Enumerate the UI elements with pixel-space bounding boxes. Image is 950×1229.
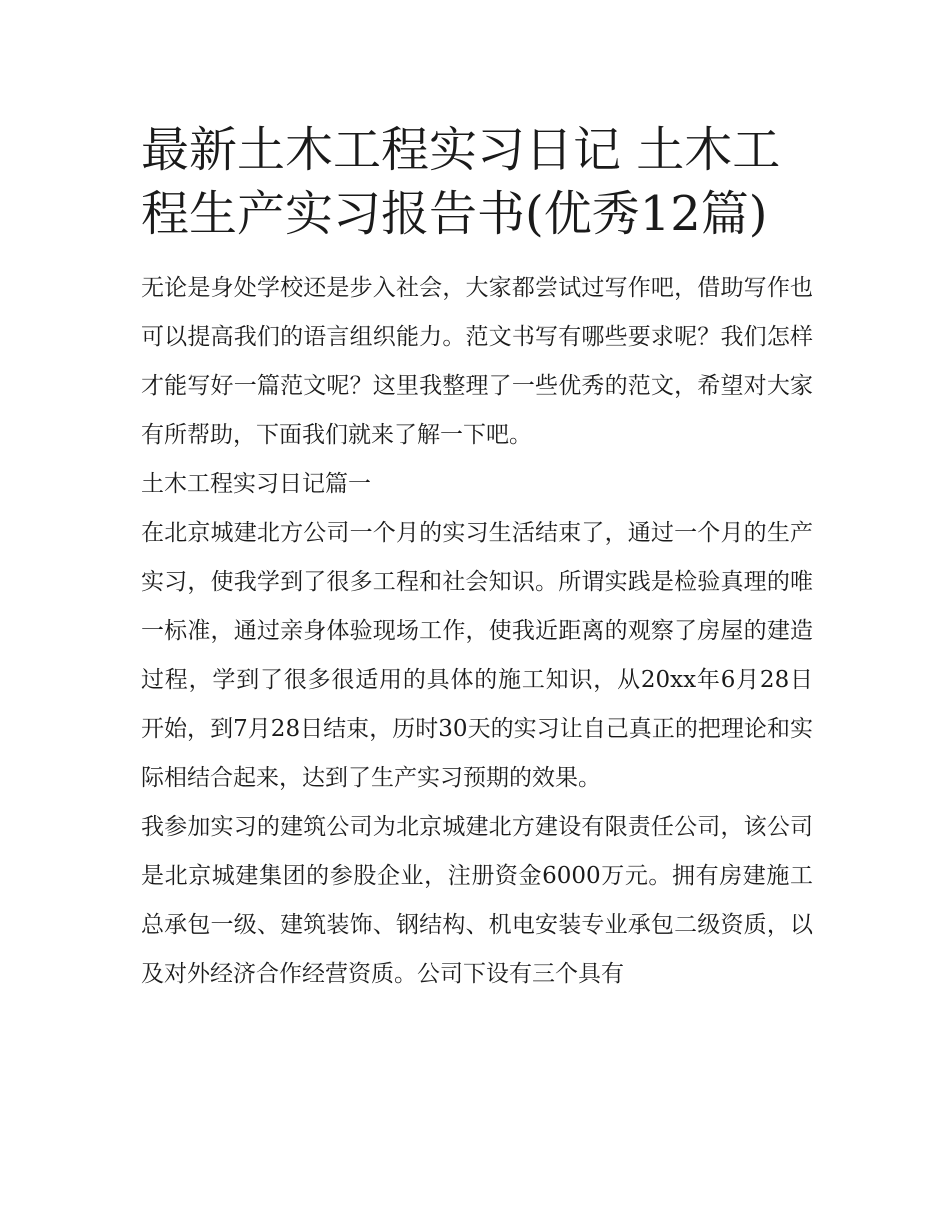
document-page [141, 118, 813, 999]
document-title: 最新土木工程实习日记 土木工程生产实习报告书(优秀12篇) [141, 122, 781, 242]
body-paragraph-1: 在北京城建北方公司一个月的实习生活结束了，通过一个月的生产实习，使我学到了很多工程和社会知识。所谓实践是检验真理的唯一标准，通过亲身体验现场工作，使我近距离的观察了房屋的建造过程，学到了很多很适用的具体的施工知识，从20xx年6月28日开始，到7月28日结束，历时30天的实习让自己真正的把理论和实际相结合起来，达到了生产实习预期的效果。 [141, 520, 813, 791]
section-heading: 土木工程实习日记篇一 [141, 471, 371, 497]
body-paragraph-2: 我参加实习的建筑公司为北京城建北方建设有限责任公司，该公司是北京城建集团的参股企业，注册资金6000万元。拥有房建施工总承包一级、建筑装饰、钢结构、机电安装专业承包二级资质，以及对外经济合作经营资质。公司下设有三个具有 [141, 814, 813, 987]
intro-paragraph: 无论是身处学校还是步入社会，大家都尝试过写作吧，借助写作也可以提高我们的语言组织能力。范文书写有哪些要求呢？我们怎样才能写好一篇范文呢？这里我整理了一些优秀的范文，希望对大家有所帮助，下面我们就来了解一下吧。 [141, 275, 813, 448]
